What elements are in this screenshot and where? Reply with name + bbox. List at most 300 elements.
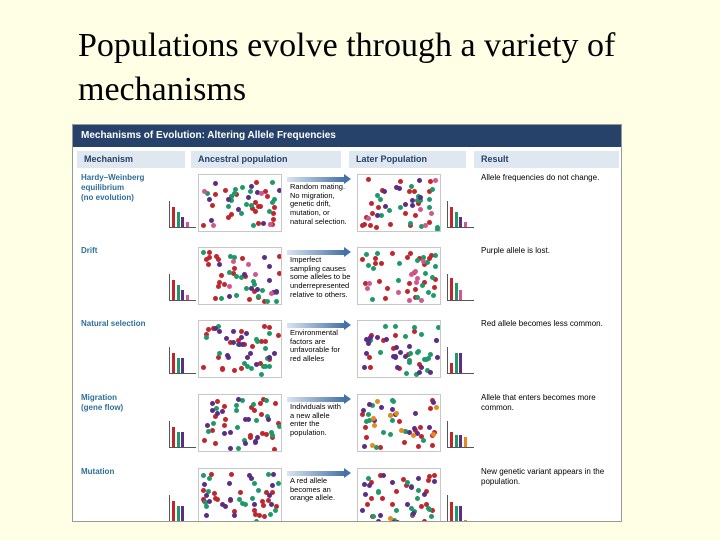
- allele-dot: [213, 441, 218, 446]
- allele-dot: [383, 296, 388, 301]
- allele-dot: [405, 255, 410, 260]
- population-panel: [357, 394, 441, 452]
- allele-dot: [229, 472, 234, 477]
- allele-dot: [255, 435, 260, 440]
- allele-dot: [228, 430, 233, 435]
- allele-dot: [254, 519, 259, 522]
- allele-dot: [252, 502, 257, 507]
- allele-dot: [418, 207, 423, 212]
- allele-dot: [414, 280, 419, 285]
- histogram-bar-green: [177, 285, 180, 300]
- allele-dot: [369, 201, 374, 206]
- population-panel: [357, 247, 441, 305]
- allele-dot: [204, 504, 209, 509]
- mechanism-label: Migration (gene flow): [81, 393, 124, 412]
- allele-dot: [373, 256, 378, 261]
- allele-dot: [227, 284, 232, 289]
- allele-dot: [234, 408, 239, 413]
- allele-dot: [370, 211, 375, 216]
- allele-dot: [253, 272, 258, 277]
- allele-dot: [420, 283, 425, 288]
- allele-dot: [249, 203, 254, 208]
- allele-dot: [379, 405, 384, 410]
- allele-dot: [223, 188, 228, 193]
- allele-dot: [240, 256, 245, 261]
- allele-dot: [404, 371, 409, 376]
- allele-dot: [267, 264, 272, 269]
- allele-dot: [391, 399, 396, 404]
- allele-dot: [207, 499, 212, 504]
- allele-dot: [409, 485, 414, 490]
- allele-dot: [267, 364, 272, 369]
- header-result: Result: [474, 151, 619, 168]
- allele-dot: [376, 519, 381, 522]
- mechanism-description: Environmental factors are unfavorable for red alleles: [290, 328, 341, 364]
- allele-dot: [207, 250, 212, 255]
- frequency-histogram: [447, 421, 474, 448]
- allele-dot: [232, 513, 237, 518]
- allele-dot: [213, 296, 218, 301]
- allele-dot: [253, 440, 258, 445]
- allele-dot: [244, 331, 249, 336]
- allele-dot: [201, 223, 206, 228]
- allele-dot: [412, 426, 417, 431]
- allele-dot: [270, 483, 275, 488]
- allele-dot: [387, 208, 392, 213]
- mechanism-label: Hardy–Weinberg equilibrium (no evolution): [81, 173, 145, 202]
- allele-dot: [261, 364, 266, 369]
- allele-dot: [217, 262, 222, 267]
- allele-dot: [393, 324, 398, 329]
- allele-dot: [382, 189, 387, 194]
- allele-dot: [411, 511, 416, 516]
- allele-dot: [215, 399, 220, 404]
- allele-dot: [407, 344, 412, 349]
- histogram-bar-orange: [464, 437, 467, 447]
- allele-dot: [418, 195, 423, 200]
- histogram-bar-red: [172, 427, 175, 447]
- allele-dot: [267, 331, 272, 336]
- allele-dot: [239, 366, 244, 371]
- allele-dot: [366, 177, 371, 182]
- allele-dot: [239, 335, 244, 340]
- allele-dot: [413, 213, 418, 218]
- allele-dot: [383, 204, 388, 209]
- allele-dot: [375, 335, 380, 340]
- histogram-bar-green: [177, 212, 180, 227]
- allele-dot: [421, 438, 426, 443]
- allele-dot: [380, 496, 385, 501]
- allele-dot: [413, 287, 418, 292]
- allele-dot: [254, 362, 259, 367]
- allele-dot: [268, 512, 273, 517]
- allele-dot: [271, 472, 276, 477]
- allele-dot: [397, 419, 402, 424]
- frequency-histogram: [447, 495, 474, 522]
- mechanism-description: A red allele becomes an orange allele.: [290, 476, 336, 503]
- allele-dot: [277, 188, 282, 193]
- allele-dot: [375, 193, 380, 198]
- allele-dot: [430, 443, 435, 448]
- allele-dot: [259, 412, 264, 417]
- allele-dot: [365, 502, 370, 507]
- allele-dot: [372, 423, 377, 428]
- allele-dot: [207, 476, 212, 481]
- allele-dot: [421, 259, 426, 264]
- allele-dot: [371, 514, 376, 519]
- allele-dot: [239, 329, 244, 334]
- allele-dot: [398, 205, 403, 210]
- mechanism-label: Natural selection: [81, 319, 146, 328]
- frequency-histogram: [447, 347, 474, 374]
- figure-title: Mechanisms of Evolution: Altering Allele Frequencies: [73, 125, 621, 147]
- histogram-bar-red: [172, 207, 175, 227]
- allele-dot: [432, 285, 437, 290]
- allele-dot: [368, 365, 373, 370]
- allele-dot: [201, 250, 206, 255]
- allele-dot: [427, 220, 432, 225]
- histogram-bar-pink: [186, 295, 189, 300]
- allele-dot: [419, 365, 424, 370]
- allele-dot: [263, 339, 268, 344]
- allele-dot: [262, 255, 267, 260]
- allele-dot: [364, 419, 369, 424]
- allele-dot: [227, 481, 232, 486]
- allele-dot: [202, 482, 207, 487]
- allele-dot: [371, 266, 376, 271]
- allele-dot: [231, 340, 236, 345]
- allele-dot: [244, 202, 249, 207]
- allele-dot: [423, 223, 428, 228]
- allele-dot: [236, 207, 241, 212]
- allele-dot: [257, 513, 262, 518]
- allele-dot: [403, 211, 408, 216]
- histogram-bar-purple: [181, 432, 184, 447]
- allele-dot: [436, 325, 441, 330]
- frequency-histogram: [447, 274, 474, 301]
- allele-dot: [426, 290, 431, 295]
- allele-dot: [267, 325, 272, 330]
- allele-dot: [419, 298, 424, 303]
- allele-dot: [427, 197, 432, 202]
- allele-dot: [263, 346, 268, 351]
- allele-dot: [266, 417, 271, 422]
- allele-dot: [403, 334, 408, 339]
- allele-dot: [423, 271, 428, 276]
- allele-dot: [364, 435, 369, 440]
- mechanisms-figure: [72, 124, 622, 522]
- histogram-bar-red: [450, 207, 453, 227]
- allele-dot: [222, 282, 227, 287]
- allele-dot: [226, 355, 231, 360]
- histogram-bar-green: [177, 432, 180, 447]
- allele-dot: [422, 519, 427, 522]
- allele-dot: [407, 281, 412, 286]
- allele-dot: [428, 406, 433, 411]
- header-mechanism: Mechanism: [77, 151, 185, 168]
- allele-dot: [255, 287, 260, 292]
- allele-dot: [362, 482, 367, 487]
- allele-dot: [388, 222, 393, 227]
- allele-dot: [260, 499, 265, 504]
- allele-dot: [369, 496, 374, 501]
- allele-dot: [409, 506, 414, 511]
- histogram-bar-pink: [186, 222, 189, 227]
- allele-dot: [202, 438, 207, 443]
- allele-dot: [422, 492, 427, 497]
- allele-dot: [236, 446, 241, 451]
- allele-dot: [222, 431, 227, 436]
- allele-dot: [397, 261, 402, 266]
- allele-dot: [267, 278, 272, 283]
- histogram-bar-red: [172, 501, 175, 521]
- allele-dot: [277, 424, 282, 429]
- allele-dot: [270, 180, 275, 185]
- allele-dot: [381, 430, 386, 435]
- allele-dot: [416, 444, 421, 449]
- allele-dot: [211, 421, 216, 426]
- allele-dot: [276, 481, 281, 486]
- allele-dot: [272, 197, 277, 202]
- allele-dot: [416, 349, 421, 354]
- result-text: New genetic variant appears in the population.: [481, 467, 605, 486]
- allele-dot: [245, 355, 250, 360]
- allele-dot: [246, 417, 251, 422]
- allele-dot: [250, 496, 255, 501]
- allele-dot: [432, 473, 437, 478]
- allele-dot: [205, 423, 210, 428]
- allele-dot: [262, 324, 267, 329]
- allele-dot: [232, 191, 237, 196]
- allele-dot: [259, 372, 264, 377]
- allele-dot: [213, 326, 218, 331]
- allele-dot: [396, 290, 401, 295]
- allele-dot: [265, 194, 270, 199]
- population-panel: [357, 174, 441, 232]
- allele-dot: [428, 370, 433, 375]
- allele-dot: [411, 433, 416, 438]
- allele-dot: [215, 497, 220, 502]
- allele-dot: [390, 480, 395, 485]
- allele-dot: [226, 204, 231, 209]
- allele-dot: [408, 221, 413, 226]
- allele-dot: [247, 473, 252, 478]
- allele-dot: [207, 197, 212, 202]
- allele-dot: [368, 223, 373, 228]
- allele-dot: [240, 185, 245, 190]
- allele-dot: [238, 490, 243, 495]
- allele-dot: [232, 266, 237, 271]
- histogram-bar-red: [450, 502, 453, 521]
- allele-dot: [390, 418, 395, 423]
- allele-dot: [246, 262, 251, 267]
- allele-dot: [433, 178, 438, 183]
- allele-dot: [412, 189, 417, 194]
- allele-dot: [367, 483, 372, 488]
- allele-dot: [433, 264, 438, 269]
- histogram-bar-green: [177, 506, 180, 521]
- frequency-histogram: [169, 201, 196, 228]
- allele-dot: [370, 443, 375, 448]
- allele-dot: [226, 197, 231, 202]
- allele-dot: [377, 279, 382, 284]
- allele-dot: [249, 184, 254, 189]
- allele-dot: [258, 401, 263, 406]
- mechanism-description: Imperfect sampling causes some alleles to be underrepresented relative to others.: [290, 255, 351, 299]
- allele-dot: [258, 204, 263, 209]
- allele-dot: [219, 273, 224, 278]
- histogram-bar-purple: [459, 217, 462, 227]
- allele-dot: [416, 488, 421, 493]
- allele-dot: [416, 476, 421, 481]
- allele-dot: [427, 205, 432, 210]
- allele-dot: [407, 298, 412, 303]
- allele-dot: [375, 399, 380, 404]
- mechanism-label: Mutation: [81, 467, 115, 476]
- allele-dot: [260, 288, 265, 293]
- allele-dot: [250, 344, 255, 349]
- allele-dot: [222, 423, 227, 428]
- allele-dot: [272, 205, 277, 210]
- allele-dot: [239, 211, 244, 216]
- allele-dot: [252, 508, 257, 513]
- allele-dot: [405, 289, 410, 294]
- allele-dot: [383, 324, 388, 329]
- allele-dot: [274, 299, 279, 304]
- allele-dot: [219, 296, 224, 301]
- allele-dot: [213, 192, 218, 197]
- allele-dot: [429, 514, 434, 519]
- population-panel: [198, 247, 282, 305]
- allele-dot: [267, 209, 272, 214]
- allele-dot: [243, 441, 248, 446]
- histogram-bar-green: [455, 212, 458, 227]
- allele-dot: [362, 444, 367, 449]
- histogram-bar-red: [450, 363, 453, 373]
- allele-dot: [210, 203, 215, 208]
- allele-dot: [379, 261, 384, 266]
- mechanism-label: Drift: [81, 246, 98, 255]
- histogram-bar-green: [455, 353, 458, 373]
- allele-dot: [242, 361, 247, 366]
- allele-dot: [249, 366, 254, 371]
- allele-dot: [211, 223, 216, 228]
- allele-dot: [201, 473, 206, 478]
- allele-dot: [434, 338, 439, 343]
- allele-dot: [231, 259, 236, 264]
- allele-dot: [429, 211, 434, 216]
- allele-dot: [277, 254, 282, 259]
- allele-dot: [373, 261, 378, 266]
- allele-dot: [374, 225, 379, 230]
- allele-dot: [388, 432, 393, 437]
- allele-dot: [370, 297, 375, 302]
- histogram-bar-purple: [181, 506, 184, 521]
- histogram-bar-purple: [459, 353, 462, 373]
- slide-title: Populations evolve through a variety of mechanisms: [78, 27, 616, 108]
- allele-dot: [394, 345, 399, 350]
- frequency-histogram: [169, 274, 196, 301]
- allele-dot: [228, 497, 233, 502]
- allele-dot: [277, 271, 282, 276]
- frequency-histogram: [169, 421, 196, 448]
- allele-dot: [264, 398, 269, 403]
- frequency-histogram: [447, 201, 474, 228]
- allele-dot: [249, 286, 254, 291]
- allele-dot: [378, 350, 383, 355]
- histogram-bar-red: [172, 353, 175, 373]
- allele-dot: [272, 351, 277, 356]
- allele-dot: [434, 405, 439, 410]
- allele-dot: [251, 402, 256, 407]
- histogram-bar-pink: [464, 222, 467, 227]
- allele-dot: [223, 417, 228, 422]
- allele-dot: [385, 286, 390, 291]
- frequency-histogram: [169, 347, 196, 374]
- allele-dot: [246, 195, 251, 200]
- histogram-bar-purple: [181, 290, 184, 300]
- histogram-bar-orange: [464, 520, 467, 521]
- allele-dot: [204, 493, 209, 498]
- allele-dot: [260, 431, 265, 436]
- allele-dot: [417, 370, 422, 375]
- allele-dot: [415, 258, 420, 263]
- population-panel: [357, 468, 441, 522]
- allele-dot: [276, 333, 281, 338]
- allele-dot: [407, 189, 412, 194]
- allele-dot: [430, 275, 435, 280]
- allele-dot: [419, 332, 424, 337]
- allele-dot: [435, 355, 440, 360]
- allele-dot: [410, 203, 415, 208]
- frequency-histogram: [169, 495, 196, 522]
- header-later: Later Population: [349, 151, 466, 168]
- allele-dot: [237, 342, 242, 347]
- allele-dot: [256, 488, 261, 493]
- population-panel: [198, 320, 282, 378]
- allele-dot: [408, 351, 413, 356]
- allele-dot: [229, 212, 234, 217]
- allele-dot: [227, 294, 232, 299]
- allele-dot: [431, 432, 436, 437]
- result-text: Purple allele is lost.: [481, 246, 550, 255]
- allele-dot: [426, 356, 431, 361]
- allele-dot: [405, 480, 410, 485]
- histogram-bar-purple: [181, 217, 184, 227]
- allele-dot: [215, 411, 220, 416]
- allele-dot: [430, 187, 435, 192]
- allele-dot: [365, 286, 370, 291]
- allele-dot: [360, 508, 365, 513]
- allele-dot: [204, 335, 209, 340]
- allele-dot: [206, 429, 211, 434]
- allele-dot: [390, 251, 395, 256]
- result-text: Red allele becomes less common.: [481, 319, 603, 328]
- allele-dot: [254, 180, 259, 185]
- histogram-bar-pink: [459, 290, 462, 300]
- allele-dot: [427, 425, 432, 430]
- allele-dot: [432, 479, 437, 484]
- histogram-bar-purple: [459, 435, 462, 448]
- allele-dot: [262, 514, 267, 519]
- allele-dot: [214, 254, 219, 259]
- allele-dot: [248, 189, 253, 194]
- allele-dot: [415, 496, 420, 501]
- population-panel: [198, 394, 282, 452]
- allele-dot: [360, 257, 365, 262]
- allele-dot: [378, 197, 383, 202]
- histogram-bar-green: [455, 506, 458, 521]
